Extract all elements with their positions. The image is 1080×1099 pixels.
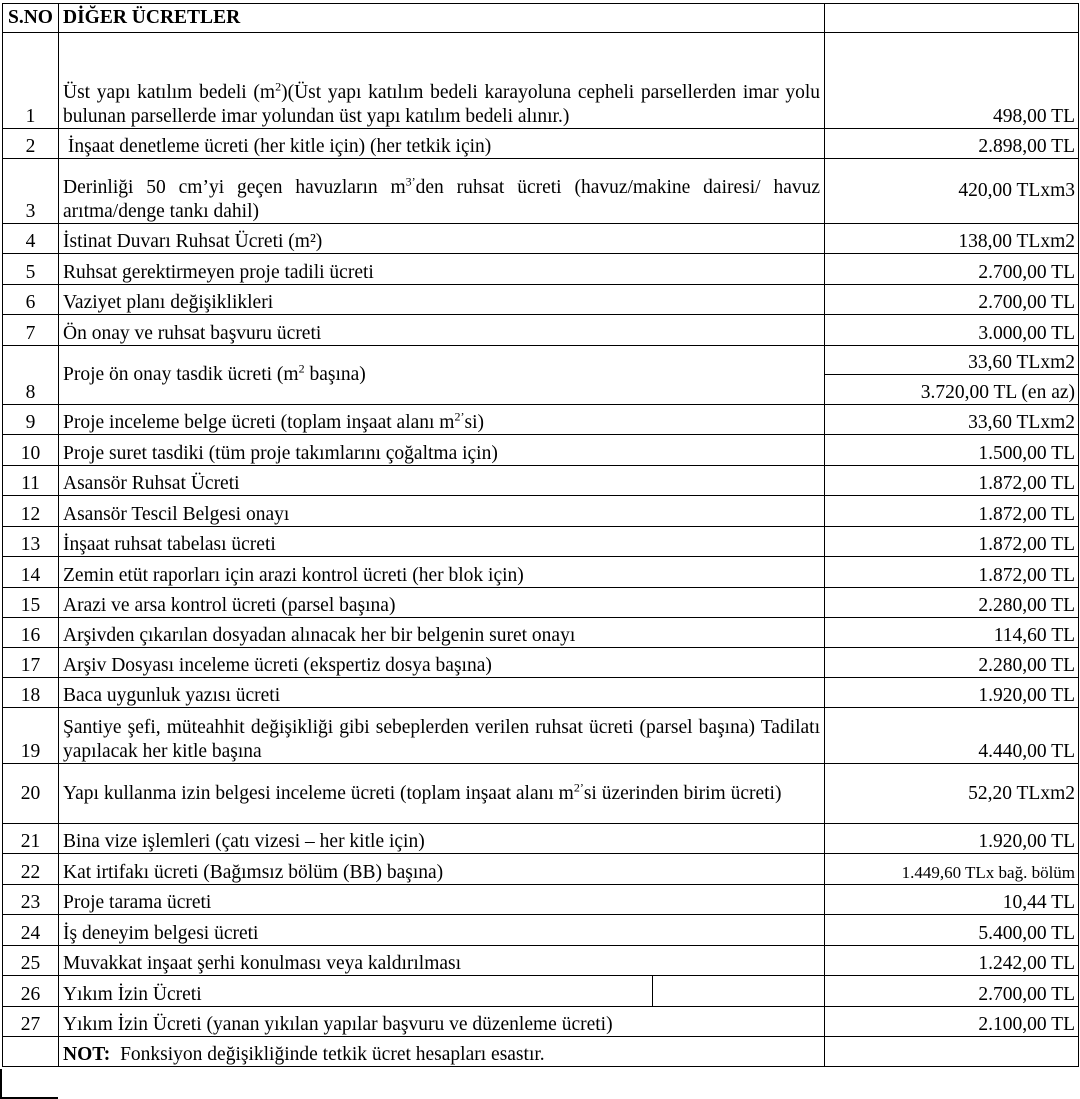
row-number: 20 [3,764,59,824]
table-row [3,854,1079,885]
row-description: Kat irtifakı ücreti (Bağımsız bölüm (BB) başına) [59,854,825,885]
row-description: İnşaat ruhsat tabelası ücreti [59,527,825,557]
row-number: 5 [3,254,59,285]
table-row [3,285,1079,315]
row-number: 7 [3,315,59,346]
row-amount: 1.920,00 TL [825,678,1079,708]
table-row [3,496,1079,527]
row-number: 12 [3,496,59,527]
row-description: Proje inceleme belge ücreti (toplam inşaat alanı $m^{2’}si$) [59,405,825,435]
row-amount: 4.440,00 TL [825,708,1079,764]
row-amount: 5.400,00 TL [825,915,1079,946]
note-row [3,1037,1079,1067]
row-description: İstinat Duvarı Ruhsat Ücreti (m²) [59,224,825,254]
row-amount: 114,60 TL [825,618,1079,648]
row-amount: 2.280,00 TL [825,648,1079,678]
row-number: 16 [3,618,59,648]
row-amount: 2.898,00 TL [825,129,1079,159]
row-description: Arşivden çıkarılan dosyadan alınacak her bir belgenin suret onayı [59,618,825,648]
row-amount: 420,00 TLxm3 [825,159,1079,224]
row-description: Şantiye şefi, müteahhit değişikliği gibi sebeplerden verilen ruhsat ücreti (parsel başına) Tadilatı yapılacak her kitle başına [59,708,825,764]
table-row [3,885,1079,915]
table-row [3,129,1079,159]
row-description: Bina vize işlemleri (çatı vizesi – her kitle için) [59,824,825,854]
row-amount: 138,00 TLxm2 [825,224,1079,254]
table-row [3,708,1079,764]
row-description: Derinliği 50 cm’yi geçen havuzların $m^{3’}den$ ruhsat ücreti (havuz/makine dairesi/ havuz arıtma/denge tankı dahil) [59,159,825,224]
table-row [3,976,1079,1007]
row-description: İnşaat denetleme ücreti (her kitle için) (her tetkik için) [59,129,825,159]
row-amount: 33,60 TLxm2 [825,346,1079,375]
row-amount: 2.700,00 TL [825,285,1079,315]
table-row [3,946,1079,976]
table-row [3,1007,1079,1037]
row-description: Üst yapı katılım bedeli $(m^2)(Üst$ yapı katılım bedeli karayoluna cepheli parsellerden imar yolu bulunan parsellerde imar yolundan üst yapı katılım bedeli alınır.) [59,33,825,129]
note-amount-cell [825,1037,1079,1067]
table-row [3,648,1079,678]
row-amount: 1.500,00 TL [825,435,1079,466]
row-description: İş deneyim belgesi ücreti [59,915,825,946]
row-number: 10 [3,435,59,466]
table-row [3,588,1079,618]
row-amount: 2.100,00 TL [825,1007,1079,1037]
row-description: Arşiv Dosyası inceleme ücreti (ekspertiz dosya başına) [59,648,825,678]
row-description: Ön onay ve ruhsat başvuru ücreti [59,315,825,346]
header-title: DİĞER ÜCRETLER [59,4,825,33]
row-amount: 10,44 TL [825,885,1079,915]
table-row [3,346,1079,375]
row-number: 14 [3,557,59,588]
table-row [3,254,1079,285]
row-description: Asansör Ruhsat Ücreti [59,466,825,496]
row-number: 1 [3,33,59,129]
row-amount: 1.242,00 TL [825,946,1079,976]
row-amount: 3.000,00 TL [825,315,1079,346]
row-number: 2 [3,129,59,159]
row-number: 4 [3,224,59,254]
note-label: NOT: [63,1043,111,1065]
table-row [3,527,1079,557]
row-number: 21 [3,824,59,854]
row-number: 13 [3,527,59,557]
row-description: Yıkım İzin Ücreti (yanan yıkılan yapılar başvuru ve düzenleme ücreti) [59,1007,825,1037]
row-number: 19 [3,708,59,764]
table-row [3,678,1079,708]
table-row [3,824,1079,854]
row-description: Proje suret tasdiki (tüm proje takımlarını çoğaltma için) [59,435,825,466]
row-number: 27 [3,1007,59,1037]
fee-table [2,3,1079,1067]
table-row [3,159,1079,224]
row-amount-min: 3.720,00 TL (en az) [825,375,1079,405]
row-number: 3 [3,159,59,224]
table-row [3,618,1079,648]
page-edge-line [0,1069,2,1099]
row-amount: 1.872,00 TL [825,557,1079,588]
table-row [3,466,1079,496]
table-row [3,224,1079,254]
row-number: 17 [3,648,59,678]
row-description: Proje ön onay tasdik ücreti ($m^2$ başına) [59,346,825,405]
row-empty-cell [653,976,825,1007]
row-amount: 2.700,00 TL [825,254,1079,285]
row-description: Muvakkat inşaat şerhi konulması veya kaldırılması [59,946,825,976]
row-number: 24 [3,915,59,946]
table-row [3,764,1079,824]
row-description: Yıkım İzin Ücreti [59,976,653,1007]
note-text: NOT: Fonksiyon değişikliğinde tetkik ücret hesapları esastır. [59,1037,825,1067]
row-number: 11 [3,466,59,496]
row-description: Ruhsat gerektirmeyen proje tadili ücreti [59,254,825,285]
table-row [3,33,1079,129]
row-number: 26 [3,976,59,1007]
row-amount: 2.280,00 TL [825,588,1079,618]
row-description: Yapı kullanma izin belgesi inceleme ücreti (toplam inşaat alanı $m^{2’}si$ üzerinden birim ücreti) [59,764,825,824]
table-row [3,405,1079,435]
row-number: 6 [3,285,59,315]
row-amount: 33,60 TLxm2 [825,405,1079,435]
row-amount: 1.872,00 TL [825,527,1079,557]
row-amount: 1.920,00 TL [825,824,1079,854]
row-number: 15 [3,588,59,618]
table-row [3,315,1079,346]
row-description: Arazi ve arsa kontrol ücreti (parsel başına) [59,588,825,618]
header-amount [825,4,1079,33]
header-no: S.NO [3,4,59,33]
table-row [3,435,1079,466]
row-description: Asansör Tescil Belgesi onayı [59,496,825,527]
row-amount: 1.449,60 TLx bağ. bölüm [825,854,1079,885]
row-number: 23 [3,885,59,915]
row-amount: 498,00 TL [825,33,1079,129]
row-amount: 52,20 TLxm2 [825,764,1079,824]
row-number: 18 [3,678,59,708]
table-row [3,557,1079,588]
row-amount: 2.700,00 TL [825,976,1079,1007]
row-description: Vaziyet planı değişiklikleri [59,285,825,315]
row-amount: 1.872,00 TL [825,466,1079,496]
row-description: Baca uygunluk yazısı ücreti [59,678,825,708]
row-description: Zemin etüt raporları için arazi kontrol ücreti (her blok için) [59,557,825,588]
row-description: Proje tarama ücreti [59,885,825,915]
note-number-cell [3,1037,59,1067]
table-row [3,915,1079,946]
row-number: 8 [3,346,59,405]
row-number: 9 [3,405,59,435]
row-amount: 1.872,00 TL [825,496,1079,527]
row-number: 22 [3,854,59,885]
row-number: 25 [3,946,59,976]
header-row [3,4,1079,33]
